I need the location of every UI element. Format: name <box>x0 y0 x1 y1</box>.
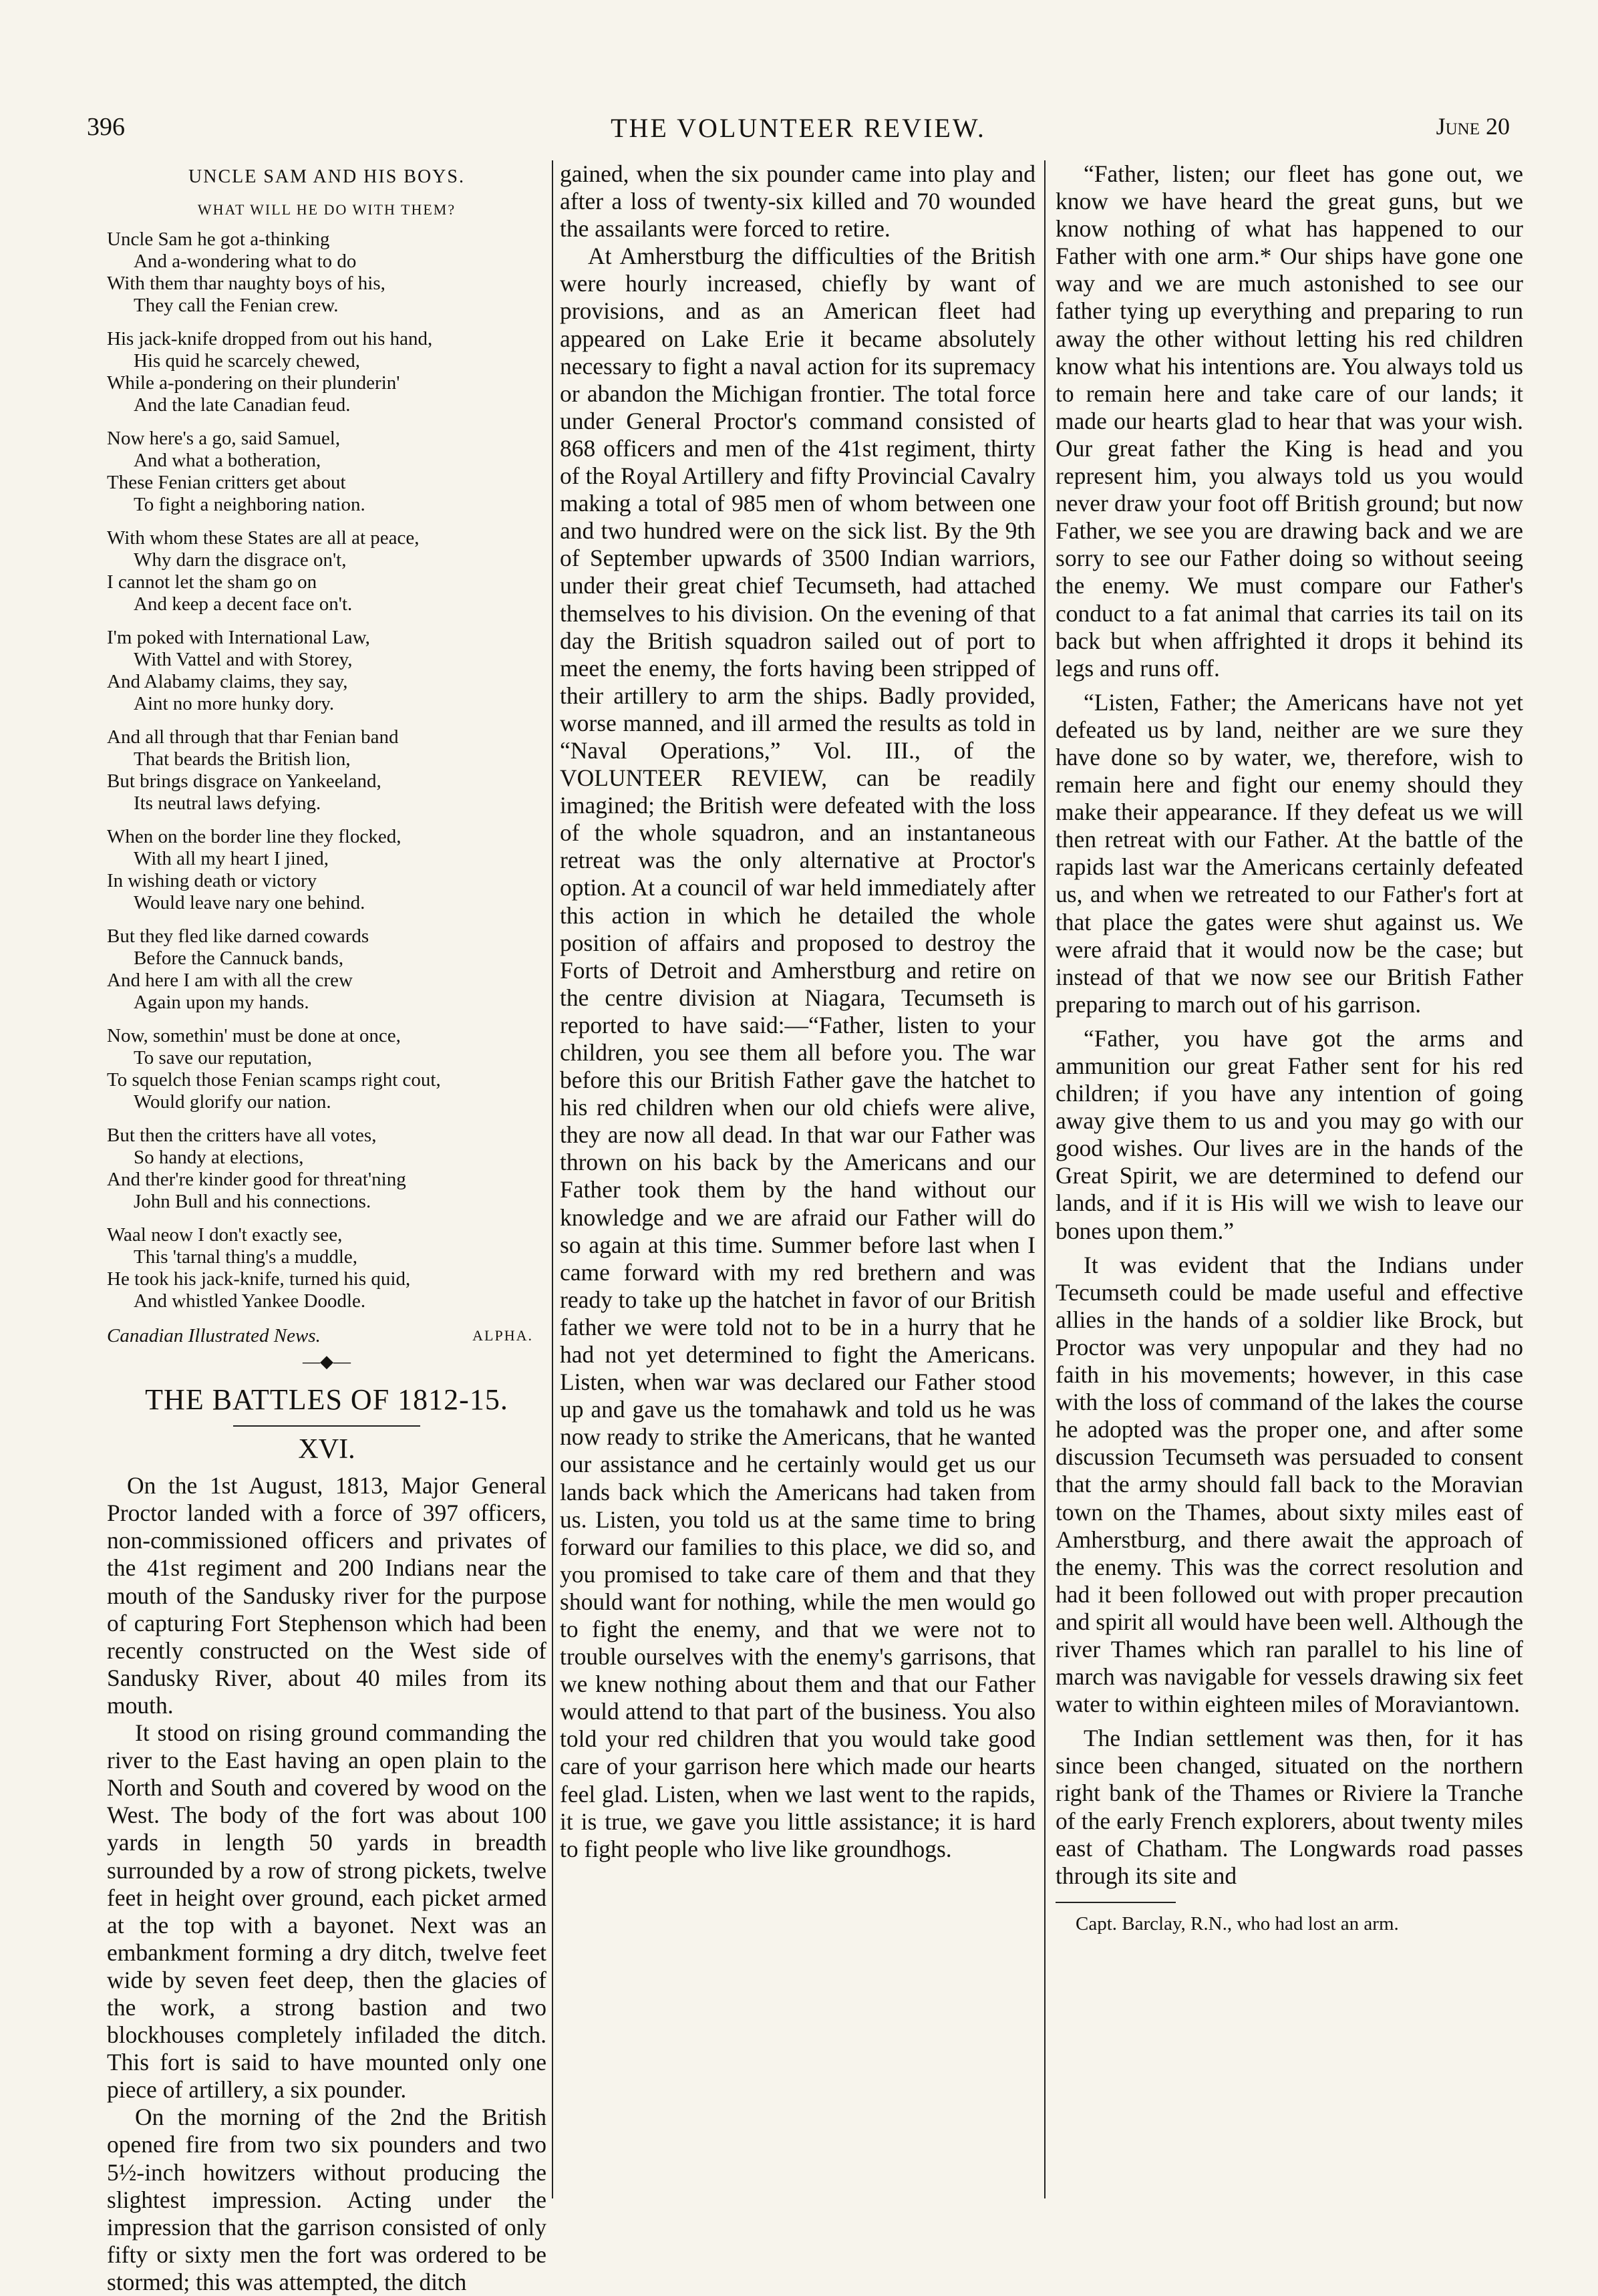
poem-stanza <box>107 229 546 317</box>
issue-date: June 20 <box>1436 113 1510 140</box>
page-header <box>87 107 1510 147</box>
verse-line: So handy at elections, <box>134 1147 304 1169</box>
poem-stanza <box>107 1125 546 1213</box>
verse-line: And all through that thar Fenian band <box>107 726 399 748</box>
verse-line: While a-pondering on their plunderin' <box>107 372 400 394</box>
column-rule-1 <box>552 160 553 2198</box>
verse-line: In wishing death or victory <box>107 870 317 892</box>
verse-line: Again upon my hands. <box>134 992 309 1014</box>
article-title-rule <box>233 1425 420 1427</box>
poem-stanza <box>107 925 546 1014</box>
poem-credit <box>107 1324 546 1348</box>
verse-line: Waal neow I don't exactly see, <box>107 1224 343 1246</box>
section-separator-ornament: —◆— <box>303 1352 351 1372</box>
column-2 <box>560 160 1035 2212</box>
verse-line: John Bull and his connections. <box>134 1191 371 1213</box>
verse-line: And the late Canadian feud. <box>134 394 351 416</box>
verse-line: I cannot let the sham go on <box>107 571 317 593</box>
paragraph: It stood on rising ground commanding the river to the East having an open plain to the North and South and covered by wood on the West. The body of the fort was about 100 yards in length 50 yards in breadth surrounded by a row of strong pickets, twelve feet in height over ground, each picket armed at the top with a bayonet. Next was an embankment forming a dry ditch, twelve feet wide by seven feet deep, then the glacies of the work, a strong bastion and two blockhouses completely infiladed the ditch. This fort is said to have mounted only one piece of artillery, a six pounder. <box>107 1719 546 2104</box>
article-title: THE BATTLES OF 1812-15. <box>145 1383 508 1417</box>
publication-title: THE VOLUNTEER REVIEW. <box>611 113 986 143</box>
poem-stanza <box>107 527 546 615</box>
verse-line: His jack-knife dropped from out his hand, <box>107 328 433 350</box>
verse-line: To fight a neighboring nation. <box>134 494 365 516</box>
poem-subtitle: WHAT WILL HE DO WITH THEM? <box>197 201 456 219</box>
verse-line: Aint no more hunky dory. <box>134 693 335 715</box>
paragraph: On the morning of the 2nd the British opened fire from two six pounders and two 5½-inch howitzers without producing the slightest impression. Acting under the impression that the garrison consisted of only fifty or sixty men the fort was ordered to be stormed; this was attempted, the ditch <box>107 2104 546 2295</box>
verse-line: And whistled Yankee Doodle. <box>134 1290 366 1312</box>
column-rule-2 <box>1044 160 1046 2198</box>
verse-line: But brings disgrace on Yankeeland, <box>107 770 381 793</box>
poem-signature: ALPHA. <box>472 1327 533 1344</box>
column-3 <box>1056 160 1523 2212</box>
article-number: XVI. <box>298 1434 355 1465</box>
poem-stanza <box>107 826 546 914</box>
paragraph: “Listen, Father; the Americans have not yet defeated us by land, neither are we sure they have done so by water, we, therefore, wish to remain here and fight our enemy should they make their appearance. If they defeat us we will then retreat with our Father. At the battle of the rapids last war the Americans certainly defeated us, and when we retreated to our Father's fort at that place the gates were shut against us. We were afraid that it would now be the case; but instead of that we now see our British Father preparing to march out of his garrison. <box>1056 688 1523 1018</box>
poem-stanza <box>107 627 546 715</box>
verse-line: Now, somethin' must be done at once, <box>107 1025 401 1047</box>
poem-stanza <box>107 1224 546 1312</box>
poem-title: UNCLE SAM AND HIS BOYS. <box>188 166 465 187</box>
verse-line: Why darn the disgrace on't, <box>134 549 347 571</box>
poem-source: Canadian Illustrated News. <box>107 1325 321 1347</box>
poem-stanza <box>107 428 546 516</box>
verse-line: His quid he scarcely chewed, <box>134 350 361 372</box>
verse-line: Would leave nary one behind. <box>134 892 365 914</box>
poem-stanza <box>107 328 546 416</box>
verse-line: To save our reputation, <box>134 1047 312 1069</box>
verse-line: These Fenian critters get about <box>107 472 346 494</box>
verse-line: And a-wondering what to do <box>134 251 357 273</box>
footnote: Capt. Barclay, R.N., who had lost an arm. <box>1076 1912 1399 1934</box>
verse-line: To squelch those Fenian scamps right cout, <box>107 1069 441 1091</box>
verse-line: They call the Fenian crew. <box>134 295 339 317</box>
verse-line: And Alabamy claims, they say, <box>107 671 348 693</box>
verse-line: But they fled like darned cowards <box>107 925 369 948</box>
column-1 <box>107 160 546 2295</box>
page-number: 396 <box>87 113 125 141</box>
verse-line: And what a botheration, <box>134 450 321 472</box>
verse-line: Before the Cannuck bands, <box>134 948 344 970</box>
verse-line: With whom these States are all at peace, <box>107 527 420 549</box>
paragraph: “Father, listen; our fleet has gone out, we know we have heard the great guns, but we know nothing of what has happened to our Father with one arm.* Our ships have gone one way and we are much astonished to see our father tying up everything and preparing to run away the other without letting his red children know what his intentions are. You always told us to remain here and take care of our lands; it made our hearts glad to hear that was your wish. Our great father the King is head and you represent him, you always told us you would never draw your foot off British ground; but now Father, we see you are drawing back and we are sorry to see our Father doing so without seeing the enemy. We must compare our Father's conduct to a fat animal that carries its tail on its back but when affrighted it drops it behind its legs and runs off. <box>1056 160 1523 682</box>
paragraph: “Father, you have got the arms and ammunition our great Father sent for his red children; if you have any intention of going away give them to us and you may go with our good wishes. Our lives are in the hands of the Great Spirit, we are determined to defend our lands, and if it is His will we wish to leave our bones upon them.” <box>1056 1024 1523 1244</box>
verse-line: Uncle Sam he got a-thinking <box>107 229 330 251</box>
verse-line: That beards the British lion, <box>134 748 351 770</box>
verse-line: And ther're kinder good for threat'ning <box>107 1169 406 1191</box>
verse-line: And keep a decent face on't. <box>134 593 353 615</box>
poem-stanza <box>107 1025 546 1113</box>
verse-line: And here I am with all the crew <box>107 970 353 992</box>
verse-line: Its neutral laws defying. <box>134 793 321 815</box>
paragraph: The Indian settlement was then, for it has since been changed, situated on the northern right bank of the Thames or Riviere la Tranche of the early French explorers, about twenty miles east of Chatham. The Longwards road passes through its site and <box>1056 1725 1523 1889</box>
verse-line: He took his jack-knife, turned his quid, <box>107 1268 411 1290</box>
footnote-rule <box>1056 1902 1176 1903</box>
paragraph: On the 1st August, 1813, Major General Proctor landed with a force of 397 officers, non-commissioned officers and privates of the 41st regiment and 200 Indians near the mouth of the Sandusky river for the purpose of capturing Fort Stephenson which had been recently constructed on the West side of Sandusky River, about 40 miles from its mouth. <box>107 1472 546 1719</box>
verse-line: Now here's a go, said Samuel, <box>107 428 341 450</box>
verse-line: When on the border line they flocked, <box>107 826 402 848</box>
paragraph: gained, when the six pounder came into play and after a loss of twenty-six killed and 70 wounded the assailants were forced to retire. <box>560 160 1035 243</box>
verse-line: Would glorify our nation. <box>134 1091 331 1113</box>
verse-line: I'm poked with International Law, <box>107 627 370 649</box>
verse-line: This 'tarnal thing's a muddle, <box>134 1246 358 1268</box>
paragraph: It was evident that the Indians under Tecumseth could be made useful and effective allies in the hands of a soldier like Brock, but Proctor was very unpopular and they had no faith in his movements; however, in this case with the loss of command of the lakes the course he adopted was the proper one, and after some discussion Tecumseth was persuaded to consent that the army should fall back to the Moravian town on the Thames, about sixty miles east of Amherstburg, and there await the approach of the enemy. This was the correct resolution and had it been followed out with proper precaution and spirit all would have been well. Although the river Thames which ran parallel to his line of march was navigable for vessels drawing six feet water to within eighteen miles of Moraviantown. <box>1056 1251 1523 1718</box>
verse-line: With them thar naughty boys of his, <box>107 273 385 295</box>
verse-line: With all my heart I jined, <box>134 848 329 870</box>
poem-stanza <box>107 726 546 815</box>
verse-line: But then the critters have all votes, <box>107 1125 377 1147</box>
verse-line: With Vattel and with Storey, <box>134 649 353 671</box>
paragraph: At Amherstburg the difficulties of the British were hourly increased, chiefly by want of provisions, and as an American fleet had appeared on Lake Erie it became absolutely necessary to fight a naval action for its supremacy or abandon the Michigan frontier. The total force under General Proctor's command consisted of 868 officers and men of the 41st regiment, thirty of the Royal Artillery and fifty Provincial Cavalry making a total of 985 men of whom between one and two hundred were on the sick list. By the 9th of September upwards of 3500 Indian warriors, under their great chief Tecumseth, had attached themselves to his division. On the evening of that day the British squadron sailed out of port to meet the enemy, the forts having been stripped of their artillery to arm the ships. Badly provided, worse manned, and ill armed the results as told in “Naval Operations,” Vol. III., of the VOLUNTEER REVIEW, can be readily imagined; the British were defeated with the loss of the whole squadron, and an instantaneous retreat was the only alternative at Proctor's option. At a council of war held immediately after this action in which he detailed the whole position of affairs and proposed to destroy the Forts of Detroit and Amherstburg and retire on the centre division at Niagara, Tecumseth is reported to have said:—“Father, listen to your children, you see them all before you. The war before this our British Father gave the hatchet to his red children when our old chiefs were alive, they are now all dead. In that war our Father was thrown on his back by the Americans and our Father took them by the hand without our knowledge and we are afraid our Father will do so again at this time. Summer before last when I came forward with my red brethern and was ready to take up the hatchet in favor of our British father we were told not to be in a hurry that he had not yet determined to fight the Americans. Listen, when war was declared our Father stood up and gave us the tomahawk and told us he was now ready to strike the Americans, that he wanted our assistance and he certainly would get us our lands back which the Americans had taken from us. Listen, you told us at the same time to bring forward our families to this place, we did so, and you promised to take care of them and that they should want for nothing, while the men would go to fight the enemy, and that we were not to trouble ourselves with the enemy's garrisons, that we knew nothing about them and that our Father would attend to that part of the business. You also told your red children that you would take good care of your garrison here which made our hearts feel glad. Listen, when we last went to the rapids, it is true, we gave you little assistance; it is hard to fight people who live like groundhogs. <box>560 243 1035 1862</box>
